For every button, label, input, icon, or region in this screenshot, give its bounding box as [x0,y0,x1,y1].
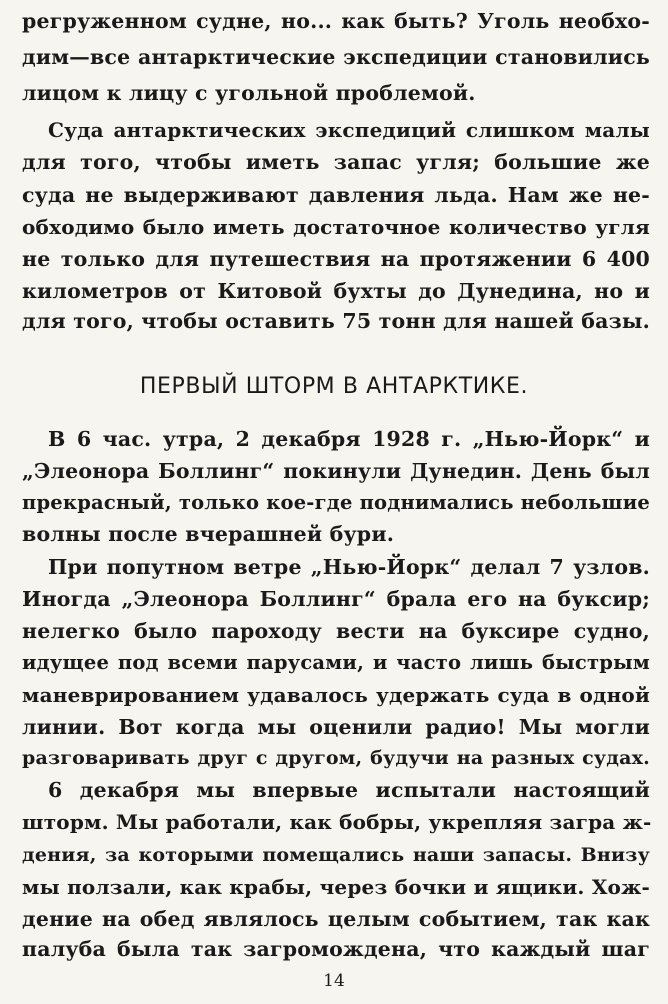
text-line: дим—все антарктические экспедиции становились [22,45,650,69]
text-line: волны после вчерашней бури. [22,522,395,546]
text-line: идущее под всеми парусами, и часто лишь быстрым [22,651,650,674]
text-line: километров от Китовой бухты до Дунедина, но и [22,279,650,303]
text-line: „Элеонора Боллинг“ покинули Дунедин. День был [22,459,650,483]
text-line: нелегко было пароходу вести на буксире судно, [22,619,650,643]
text-line: При попутном ветре „Нью-Йорк“ делал 7 узлов. [48,555,650,579]
text-line: не только для путешествия на протяжении 6 400 [22,247,650,271]
text-line: Иногда „Элеонора Боллинг“ брала его на буксир; [22,587,650,611]
text-line: регруженном судне, но... как быть? Уголь необхо- [22,9,650,33]
text-line: дение на обед являлось целым событием, так как [22,907,650,931]
text-line: лицом к лицу с угольной проблемой. [22,81,476,105]
text-line: дения, за которыми помещались наши запасы. Внизу [22,844,650,866]
text-line: линии. Вот когда мы оценили радио! Мы могли [22,715,650,739]
text-line: мы ползали, как крабы, через бочки и ящики. Хож- [22,875,650,899]
text-line: обходимо было иметь достаточное количество угля [22,215,650,239]
text-line: шторм. Мы работали, как бобры, укрепляя загра ж- [22,810,652,834]
text-line: разговаривать друг с другом, будучи на разных судах. [22,747,650,769]
page-number: 14 [323,971,345,991]
text-line: маневрированием удавалось удержать суда в одной [22,683,650,707]
text-line: суда не выдерживают давления льда. Нам же не- [22,183,650,207]
section-heading: ПЕРВЫЙ ШТОРМ В АНТАРКТИКЕ. [139,374,529,399]
text-line: палуба была так загромождена, что каждый шаг [22,937,650,961]
text-line: для того, чтобы иметь запас угля; большие же [22,150,650,174]
text-line: Суда антарктических экспедиций слишком малы [48,118,650,142]
text-line: 6 декабря мы впервые испытали настоящий [48,778,650,802]
text-line: для того, чтобы оставить 75 тонн для нашей базы. [22,309,650,333]
text-line: В 6 час. утра, 2 декабря 1928 г. „Нью-Йорк“ и [48,427,650,451]
text-line: прекрасный, только кое-где поднимались небольшие [22,491,650,514]
